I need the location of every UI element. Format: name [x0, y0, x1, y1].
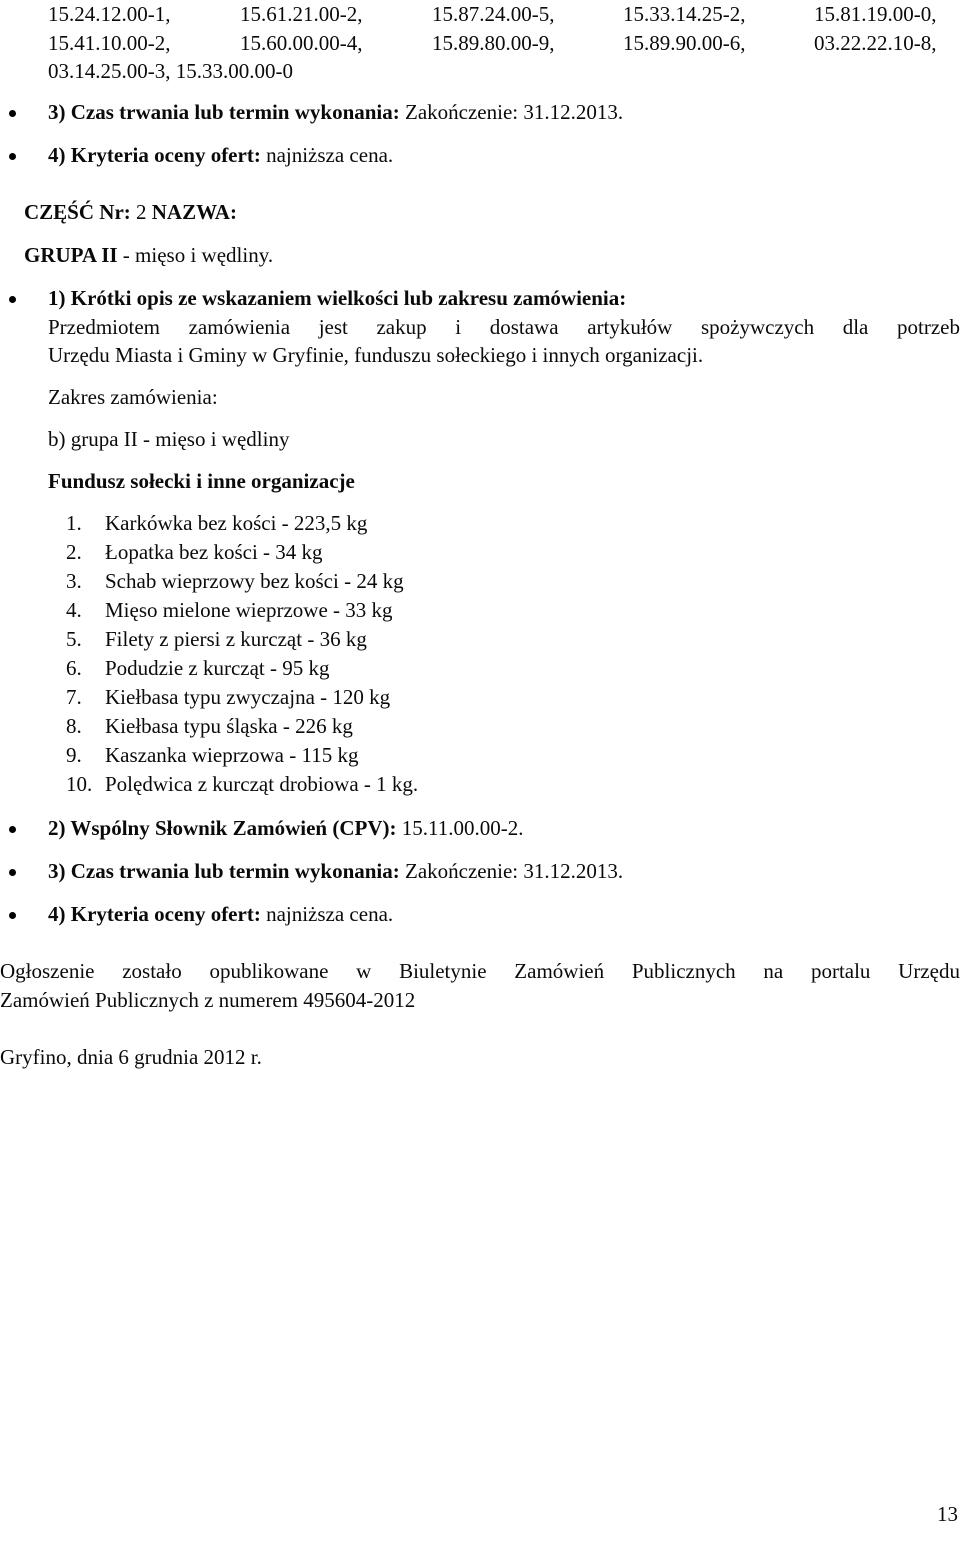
fund-heading-text: Fundusz sołecki i inne organizacje [48, 469, 355, 493]
duration-value: Zakończenie: 31.12.2013. [399, 859, 624, 883]
scope-group: b) grupa II - mięso i wędliny [48, 427, 290, 451]
item-number: 8. [66, 714, 82, 738]
item-number: 5. [66, 627, 82, 651]
part2-criteria [48, 900, 393, 929]
word: zostało [122, 959, 182, 983]
scope-label: Zakres zamówienia: [48, 385, 218, 409]
part1-criteria [48, 141, 393, 170]
duration-label: 3) Czas trwania lub termin wykonania: [48, 859, 400, 883]
description-label-text: 1) Krótki opis ze wskazaniem wielkości lub zakresu zamówienia: [48, 286, 627, 310]
cpv-code: 15.89.80.00-9, [432, 31, 555, 55]
part-number: 2 [130, 200, 152, 224]
group-value: - mięso i wędliny. [117, 243, 274, 267]
criteria-label: 4) Kryteria oceny ofert: [48, 143, 261, 167]
criteria-value: najniższa cena. [260, 143, 394, 167]
cpv-code: 15.87.24.00-5, [432, 2, 555, 26]
word: spożywczych [700, 315, 815, 339]
word: Biuletynie [399, 959, 487, 983]
bullet-icon [9, 826, 16, 833]
item-text: Karkówka bez kości - 223,5 kg [105, 511, 368, 535]
criteria-value: najniższa cena. [260, 902, 394, 926]
bullet-icon [9, 153, 16, 160]
item-text: Kaszanka wieprzowa - 115 kg [105, 743, 359, 767]
word: na [763, 959, 784, 983]
item-number: 6. [66, 656, 82, 680]
word: zakup [376, 315, 427, 339]
word: portalu [810, 959, 871, 983]
cpv-code: 15.33.14.25-2, [623, 2, 746, 26]
item-text: Schab wieprzowy bez kości - 24 kg [105, 569, 404, 593]
item-text: Podudzie z kurcząt - 95 kg [105, 656, 330, 680]
item-text: Mięso mielone wieprzowe - 33 kg [105, 598, 393, 622]
bullet-icon [9, 110, 16, 117]
word: artykułów [587, 315, 673, 339]
word: potrzeb [897, 315, 960, 339]
item-text: Kiełbasa typu śląska - 226 kg [105, 714, 353, 738]
part-name-label: NAZWA: [151, 200, 237, 224]
word: Ogłoszenie [0, 959, 95, 983]
notice-line-1 [0, 957, 960, 986]
word: jest [318, 315, 348, 339]
item-number: 2. [66, 540, 82, 564]
cpv-code: 15.89.90.00-6, [623, 31, 746, 55]
bullet-icon [9, 912, 16, 919]
item-text: Polędwica z kurcząt drobiowa - 1 kg. [105, 772, 419, 796]
item-text: Filety z piersi z kurcząt - 36 kg [105, 627, 367, 651]
item-number: 3. [66, 569, 82, 593]
item-number: 10. [66, 772, 93, 796]
item-number: 9. [66, 743, 82, 767]
item-number: 7. [66, 685, 82, 709]
item-text: Kiełbasa typu zwyczajna - 120 kg [105, 685, 391, 709]
part-header [24, 198, 237, 227]
word: Publicznych [631, 959, 736, 983]
item-number: 1. [66, 511, 82, 535]
cpv-code-line: 03.14.25.00-3, 15.33.00.00-0 [48, 59, 293, 83]
description-line-2: Urzędu Miasta i Gminy w Gryfinie, funduszu sołeckiego i innych organizacji. [48, 343, 704, 367]
word: w [356, 959, 372, 983]
word: dla [842, 315, 869, 339]
place-date: Gryfino, dnia 6 grudnia 2012 r. [0, 1045, 262, 1069]
word: opublikowane [209, 959, 329, 983]
part2-duration [48, 857, 623, 886]
part1-duration [48, 98, 623, 127]
criteria-label: 4) Kryteria oceny ofert: [48, 902, 261, 926]
cpv-code: 15.61.21.00-2, [240, 2, 363, 26]
notice-line-2: Zamówień Publicznych z numerem 495604-2012 [0, 988, 416, 1012]
page-number: 13 [937, 1502, 958, 1526]
cpv-line [48, 814, 523, 843]
word: dostawa [489, 315, 559, 339]
cpv-code: 15.60.00.00-4, [240, 31, 363, 55]
cpv-code: 15.24.12.00-1, [48, 2, 171, 26]
word: i [455, 315, 462, 339]
bullet-icon [9, 296, 16, 303]
cpv-code: 03.22.22.10-8, [814, 31, 937, 55]
word: Urzędu [898, 959, 960, 983]
description-label [48, 284, 626, 313]
word: zamówienia [188, 315, 291, 339]
bullet-icon [9, 869, 16, 876]
cpv-code: 15.41.10.00-2, [48, 31, 171, 55]
word: Przedmiotem [48, 315, 160, 339]
item-number: 4. [66, 598, 82, 622]
fund-heading [48, 467, 355, 496]
duration-value: Zakończenie: 31.12.2013. [399, 100, 624, 124]
group-label: GRUPA II [24, 243, 118, 267]
duration-label: 3) Czas trwania lub termin wykonania: [48, 100, 400, 124]
item-text: Łopatka bez kości - 34 kg [105, 540, 323, 564]
word: Zamówień [514, 959, 605, 983]
part-group-name [24, 241, 273, 270]
cpv-code: 15.81.19.00-0, [814, 2, 937, 26]
cpv-label: 2) Wspólny Słownik Zamówień (CPV): [48, 816, 397, 840]
description-line-1 [48, 313, 960, 342]
part-header-label: CZĘŚĆ Nr: [24, 200, 131, 224]
cpv-value: 15.11.00.00-2. [396, 816, 524, 840]
